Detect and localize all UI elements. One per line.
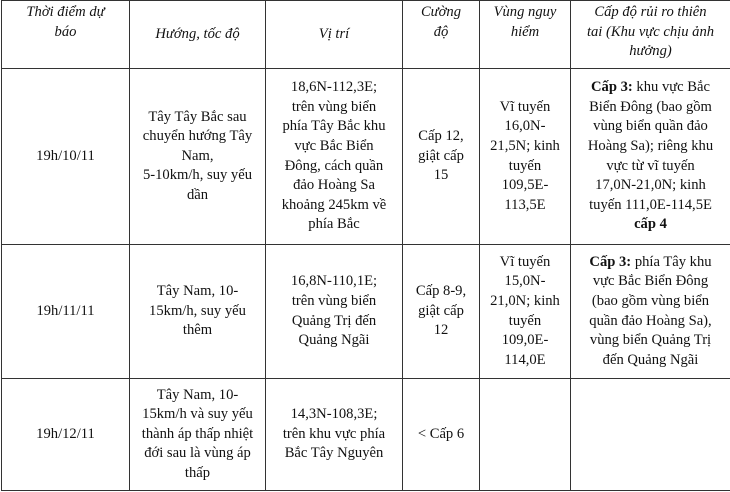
risk-level-label: cấp 4 — [634, 216, 667, 233]
header-intensity: Cường độ — [403, 1, 480, 69]
cell-danger-zone — [480, 379, 571, 491]
header-direction: Hướng, tốc độ — [130, 1, 266, 69]
cell-intensity: < Cấp 6 — [403, 379, 480, 491]
cell-danger-zone: Vĩ tuyến 16,0N- 21,5N; kinh tuyến 109,5E- 113,5E — [480, 69, 571, 245]
risk-level-label: Cấp 3: — [591, 79, 633, 96]
cell-time: 19h/11/11 — [2, 245, 130, 379]
table-row — [2, 69, 730, 245]
cell-position: 14,3N-108,3E; trên khu vực phía Bắc Tây Nguyên — [266, 379, 403, 491]
header-risk-level: Cấp độ rủi ro thiên tai (Khu vực chịu ảnh hưởng) — [571, 1, 730, 69]
cell-time: 19h/10/11 — [2, 69, 130, 245]
cell-direction: Tây Nam, 10- 15km/h, suy yếu thêm — [130, 245, 266, 379]
cell-risk-level: Cấp 3: khu vực Bắc Biển Đông (bao gồm vùng biển quần đảo Hoàng Sa); riêng khu vực từ vĩ tuyến 17,0N-21,0N; kinh tuyến 111,0E-114,5E cấp 4 — [571, 69, 730, 245]
cell-time: 19h/12/11 — [2, 379, 130, 491]
header-time: Thời điểm dự báo — [2, 1, 130, 69]
table-row — [2, 379, 730, 491]
header-danger-zone: Vùng nguy hiểm — [480, 1, 571, 69]
header-row — [2, 1, 730, 69]
cell-position: 16,8N-110,1E; trên vùng biển Quảng Trị đến Quảng Ngãi — [266, 245, 403, 379]
forecast-table — [1, 0, 730, 491]
cell-intensity: Cấp 12, giật cấp 15 — [403, 69, 480, 245]
cell-risk-level — [571, 379, 730, 491]
cell-direction: Tây Tây Bắc sau chuyển hướng Tây Nam, 5-10km/h, suy yếu dần — [130, 69, 266, 245]
cell-position: 18,6N-112,3E; trên vùng biển phía Tây Bắc khu vực Bắc Biển Đông, cách quần đảo Hoàng Sa khoảng 245km về phía Bắc — [266, 69, 403, 245]
cell-risk-level: Cấp 3: phía Tây khu vực Bắc Biển Đông (bao gồm vùng biển quần đảo Hoàng Sa), vùng biển Quảng Trị đến Quảng Ngãi — [571, 245, 730, 379]
table-row — [2, 245, 730, 379]
cell-intensity: Cấp 8-9, giật cấp 12 — [403, 245, 480, 379]
header-position: Vị trí — [266, 1, 403, 69]
cell-danger-zone: Vĩ tuyến 15,0N- 21,0N; kinh tuyến 109,0E- 114,0E — [480, 245, 571, 379]
cell-direction: Tây Nam, 10- 15km/h và suy yếu thành áp thấp nhiệt đới sau là vùng áp thấp — [130, 379, 266, 491]
risk-level-label: Cấp 3: — [589, 253, 632, 270]
